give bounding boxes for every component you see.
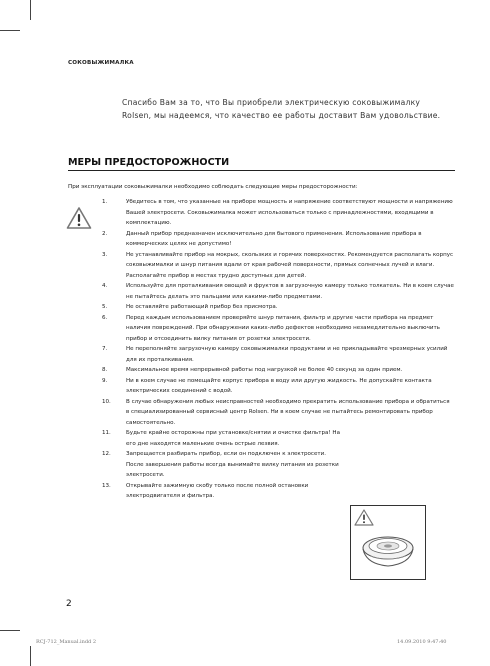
crop-mark	[0, 30, 20, 31]
warning-triangle-icon	[66, 206, 92, 234]
page-title: МЕРЫ ПРЕДОСТОРОЖНОСТИ	[68, 157, 230, 168]
list-item: 11. Будьте крайне осторожны при установке/снятии и очистке фильтра! На его дне находятся маленькие очень острые лезвия.	[102, 430, 340, 447]
footer-filename: RCJ-712_Manual.indd 2	[36, 639, 97, 645]
intro-text: Спасибо Вам за то, что Вы приобрели электрическую соковыжималку Rolsen, мы надеемся, что качество ее работы доставит Вам удовольствие.	[122, 98, 441, 120]
list-item: 8. Максимальное время непрерывной работы под нагрузкой не более 40 секунд за один прием.	[102, 367, 403, 373]
crop-mark	[30, 0, 31, 20]
list-item: 13. Открывайте зажимную скобу только после полной остановки электродвигателя и фильтра.	[102, 482, 309, 499]
list-item: 12. Запрещается разбирать прибор, если он подключен к электросети. После завершения работы всегда вынимайте вилку питания из розетки электросети.	[102, 451, 339, 478]
precautions-list	[102, 197, 454, 502]
crop-mark	[0, 630, 20, 631]
page-number: 2	[66, 599, 72, 609]
crop-mark	[30, 646, 31, 666]
list-item: 10. В случае обнаружения любых неисправностей необходимо прекратить использование прибора и обратиться в специализированный сервисный центр Rolsen. Ни в коем случае не пытайтесь ремонтировать прибор самостоятельно.	[102, 398, 450, 426]
filter-blade-icon	[363, 537, 413, 566]
list-item: 4. Используйте для проталкивания овощей и фруктов в загрузочную камеру только толкатель. Ни в коем случае не пытайтесь делать это пальцами или какими-либо предметами.	[102, 283, 454, 300]
warning-triangle-icon	[355, 510, 373, 525]
filter-illustration	[350, 505, 426, 580]
list-item: 6. Перед каждым использованием проверяйте шнур питания, фильтр и другие части прибора на предмет наличия повреждений. При обнаружении каких-либо дефектов необходимо незамедлительно выключить прибор и отсоединить вилку питания от розетки электросети.	[102, 314, 440, 342]
title-divider	[68, 170, 455, 171]
list-item: 2. Данный прибор предназначен исключительно для бытового применения. Использование прибора в коммерческих целях не допустимо!	[102, 230, 422, 247]
lead-text: При эксплуатации соковыжималки необходимо соблюдать следующие меры предосторожности:	[68, 184, 358, 190]
list-item: 3. Не устанавливайте прибор на мокрых, скользких и горячих поверхностях. Рекомендуется располагать корпус соковыжималки и шнур питания вдали от края рабочей поверхности, прямых солнечных лучей и влаги. Располагайте прибор в местах трудно доступных для детей.	[102, 251, 454, 279]
list-item: 1. Убедитесь в том, что указанные на приборе мощность и напряжение соответствуют мощности и напряжению Вашей электросети. Соковыжималка может использоваться только с принадлежностями, входящими в комплектацию.	[102, 199, 453, 226]
list-item: 5. Не оставляйте работающий прибор без присмотра.	[102, 304, 278, 310]
footer-timestamp: 14.09.2010 9:47:40	[397, 639, 447, 645]
section-label: СОКОВЫЖИМАЛКА	[68, 60, 134, 66]
list-item: 9. Ни в коем случае не помещайте корпус прибора в воду или другую жидкость. Не допускайте контакта электрических соединений с водой.	[102, 377, 432, 394]
list-item: 7. Не переполняйте загрузочную камеру соковыжималки продуктами и не прикладывайте чрезмерных усилий для их проталкивания.	[102, 346, 448, 363]
